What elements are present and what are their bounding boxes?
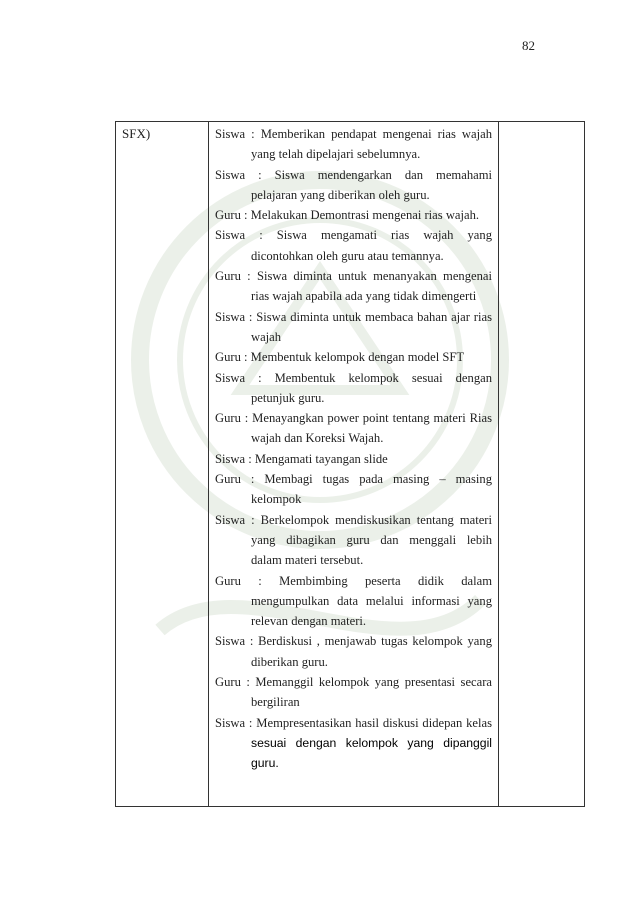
- activity-continuation-line: pelajaran yang diberikan oleh guru.: [251, 187, 430, 202]
- activity-continuation-line: bergiliran: [251, 695, 300, 710]
- activity-line: Guru : Memanggil kelompok yang presentasi secara: [215, 675, 492, 690]
- activity-continuation-line: rias wajah apabila ada yang tidak dimengerti: [251, 289, 477, 304]
- activity-entry: [215, 571, 492, 632]
- stage-column: [116, 122, 208, 806]
- page-number: 82: [522, 38, 535, 53]
- activity-line: Siswa : Siswa mendengarkan dan memahami: [215, 167, 492, 182]
- activity-entry: [215, 307, 492, 348]
- activity-continuation-line: mengumpulkan data melalui informasi yang: [251, 593, 492, 608]
- activity-entry: [215, 408, 492, 449]
- activity-line: Guru : Membimbing peserta didik dalam: [215, 573, 492, 588]
- activity-column: [208, 122, 499, 806]
- activity-continuation-line: wajah dan Koreksi Wajah.: [251, 431, 384, 446]
- activity-entry: [215, 510, 492, 571]
- activity-continuation-line: dalam materi tersebut.: [251, 553, 364, 568]
- activity-entry: [215, 124, 492, 165]
- activity-continuation-line: dicontohkan oleh guru atau temannya.: [251, 248, 444, 263]
- activity-continuation-line: petunjuk guru.: [251, 390, 325, 405]
- activity-continuation-line: relevan dengan materi.: [251, 614, 367, 629]
- activity-entries: [209, 122, 498, 774]
- activity-entry: [215, 631, 492, 672]
- activity-entry: [215, 347, 492, 367]
- activity-line: Siswa : Berkelompok mendiskusikan tentang materi: [215, 512, 492, 527]
- time-column: [498, 122, 584, 806]
- activity-continuation-line: sesuai dengan kelompok yang dipanggil guru.: [251, 735, 492, 771]
- activity-entry: [215, 225, 492, 266]
- activity-line: Guru : Menayangkan power point tentang materi Rias: [215, 411, 492, 426]
- activity-line: Siswa : Mengamati tayangan slide: [215, 451, 388, 466]
- activity-line: Siswa : Siswa diminta untuk membaca bahan ajar rias: [215, 309, 492, 324]
- activity-entry: [215, 713, 492, 774]
- activity-entry: [215, 672, 492, 713]
- activity-line: Siswa : Memberikan pendapat mengenai rias wajah: [215, 127, 492, 141]
- activity-line: Guru : Melakukan Demontrasi mengenai rias wajah.: [215, 208, 480, 223]
- activity-line: Guru : Membagi tugas pada masing – masing: [215, 472, 492, 487]
- activity-line: Siswa : Berdiskusi , menjawab tugas kelompok yang: [215, 634, 492, 649]
- activity-continuation-line: wajah: [251, 329, 282, 344]
- activity-entry: [215, 266, 492, 307]
- activity-entry: [215, 368, 492, 409]
- activity-entry: [215, 205, 492, 225]
- activity-continuation-line: yang telah dipelajari sebelumnya.: [251, 147, 421, 162]
- lesson-activity-table: [115, 121, 585, 807]
- activity-continuation-line: diberikan guru.: [251, 654, 328, 669]
- activity-entry: [215, 165, 492, 206]
- activity-line: Guru : Membentuk kelompok dengan model SFT: [215, 350, 465, 365]
- activity-line: Siswa : Mempresentasikan hasil diskusi didepan kelas: [215, 715, 492, 730]
- activity-line: Siswa : Siswa mengamati rias wajah yang: [215, 228, 492, 243]
- activity-entry: [215, 469, 492, 510]
- activity-continuation-line: kelompok: [251, 492, 302, 507]
- activity-continuation-line: yang dibagikan guru dan menggali lebih: [251, 532, 492, 547]
- activity-line: Guru : Siswa diminta untuk menanyakan mengenai: [215, 269, 492, 284]
- activity-line: Siswa : Membentuk kelompok sesuai dengan: [215, 370, 492, 385]
- activity-entry: [215, 449, 492, 469]
- stage-cell: SFX): [122, 126, 151, 141]
